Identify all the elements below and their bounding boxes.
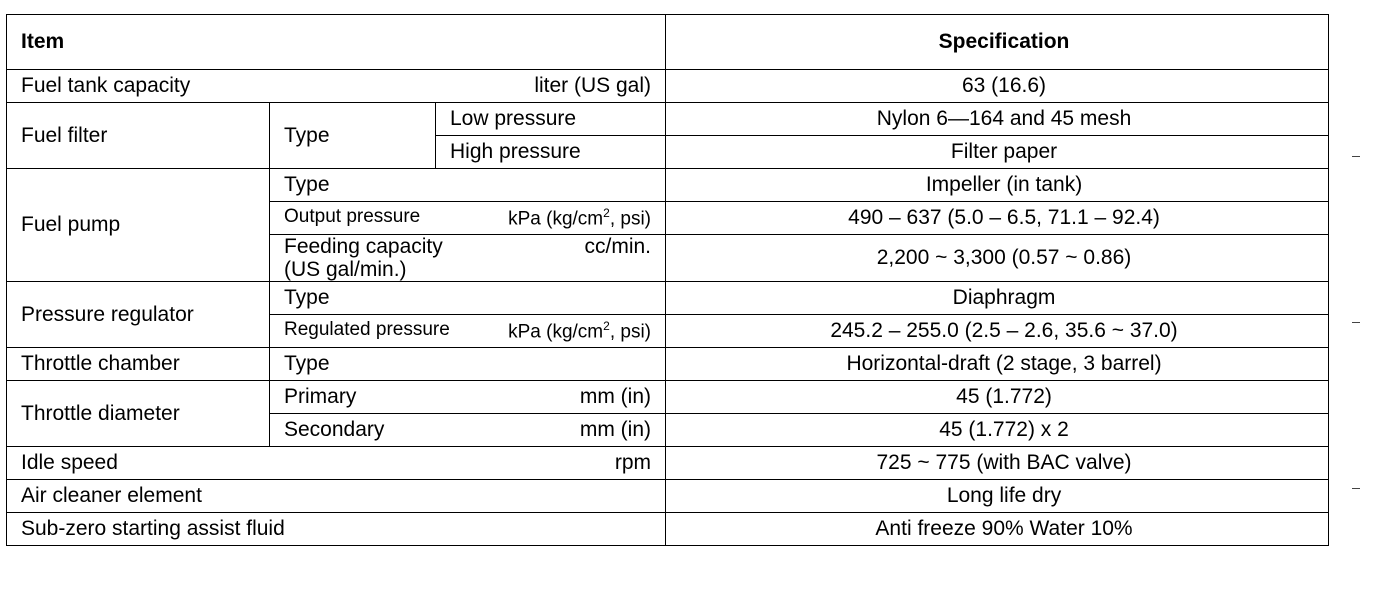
sub-zero-label: Sub-zero starting assist fluid bbox=[7, 513, 666, 546]
table-row bbox=[7, 513, 1329, 546]
fuel-filter-low-label: Low pressure bbox=[436, 103, 666, 136]
fuel-pump-output-cell bbox=[270, 202, 666, 235]
fuel-filter-low-value: Nylon 6—164 and 45 mesh bbox=[666, 103, 1329, 136]
fuel-pump-output-value: 490 – 637 (5.0 – 6.5, 71.1 – 92.4) bbox=[666, 202, 1329, 235]
fuel-pump-feeding-cell bbox=[270, 235, 666, 282]
fuel-system-spec-table bbox=[6, 14, 1329, 546]
pressure-regulator-type-value: Diaphragm bbox=[666, 282, 1329, 315]
pressure-regulator-type-label: Type bbox=[270, 282, 666, 315]
scan-mark bbox=[1352, 488, 1360, 489]
table-row bbox=[7, 480, 1329, 513]
table-row bbox=[7, 103, 1329, 136]
throttle-secondary-value: 45 (1.772) x 2 bbox=[666, 414, 1329, 447]
throttle-secondary-cell bbox=[270, 414, 666, 447]
throttle-diameter-label: Throttle diameter bbox=[7, 381, 270, 447]
fuel-pump-feeding-label: Feeding capacity bbox=[284, 235, 443, 258]
pressure-regulator-label: Pressure regulator bbox=[7, 282, 270, 348]
air-cleaner-label: Air cleaner element bbox=[7, 480, 666, 513]
fuel-pump-feeding-value: 2,200 ~ 3,300 (0.57 ~ 0.86) bbox=[666, 235, 1329, 282]
sub-zero-value: Anti freeze 90% Water 10% bbox=[666, 513, 1329, 546]
scan-mark bbox=[1352, 322, 1360, 323]
throttle-secondary-unit: mm (in) bbox=[579, 418, 652, 441]
throttle-primary-cell bbox=[270, 381, 666, 414]
table-row bbox=[7, 381, 1329, 414]
pressure-regulator-reg-cell bbox=[270, 315, 666, 348]
throttle-primary-value: 45 (1.772) bbox=[666, 381, 1329, 414]
idle-speed-label: Idle speed bbox=[21, 451, 118, 474]
table-row bbox=[7, 447, 1329, 480]
throttle-chamber-label: Throttle chamber bbox=[7, 348, 270, 381]
fuel-filter-high-value: Filter paper bbox=[666, 136, 1329, 169]
fuel-pump-label: Fuel pump bbox=[7, 169, 270, 282]
pressure-regulator-reg-label: Regulated pressure bbox=[284, 318, 450, 340]
fuel-tank-value: 63 (16.6) bbox=[666, 70, 1329, 103]
fuel-pump-feeding-unit: cc/min. bbox=[584, 235, 652, 258]
header-item: Item bbox=[7, 15, 666, 70]
idle-speed-cell bbox=[7, 447, 666, 480]
throttle-secondary-label: Secondary bbox=[284, 418, 385, 441]
fuel-pump-output-label: Output pressure bbox=[284, 205, 421, 227]
pressure-regulator-reg-value: 245.2 – 255.0 (2.5 – 2.6, 35.6 ~ 37.0) bbox=[666, 315, 1329, 348]
table-row bbox=[7, 348, 1329, 381]
throttle-chamber-value: Horizontal-draft (2 stage, 3 barrel) bbox=[666, 348, 1329, 381]
fuel-tank-label: Fuel tank capacity bbox=[21, 74, 191, 97]
fuel-tank-unit: liter (US gal) bbox=[534, 74, 652, 97]
fuel-pump-output-unit: kPa ($kg/cm^2$, psi) bbox=[508, 205, 652, 230]
scan-mark bbox=[1352, 156, 1360, 157]
air-cleaner-value: Long life dry bbox=[666, 480, 1329, 513]
header-row bbox=[7, 15, 1329, 70]
table-row bbox=[7, 169, 1329, 202]
fuel-filter-high-label: High pressure bbox=[436, 136, 666, 169]
idle-speed-value: 725 ~ 775 (with BAC valve) bbox=[666, 447, 1329, 480]
pressure-regulator-reg-unit: kPa ($kg/cm^2$, psi) bbox=[508, 318, 652, 343]
throttle-chamber-type-label: Type bbox=[270, 348, 666, 381]
throttle-primary-label: Primary bbox=[284, 385, 357, 408]
throttle-primary-unit: mm (in) bbox=[579, 385, 652, 408]
fuel-filter-label: Fuel filter bbox=[7, 103, 270, 169]
header-specification: Specification bbox=[666, 15, 1329, 70]
fuel-tank-cell bbox=[7, 70, 666, 103]
fuel-pump-type-label: Type bbox=[270, 169, 666, 202]
table-row bbox=[7, 282, 1329, 315]
fuel-filter-type: Type bbox=[270, 103, 436, 169]
fuel-pump-type-value: Impeller (in tank) bbox=[666, 169, 1329, 202]
fuel-pump-feeding-unit2: (US gal/min.) bbox=[284, 258, 407, 281]
idle-speed-unit: rpm bbox=[614, 451, 652, 474]
table-row bbox=[7, 70, 1329, 103]
